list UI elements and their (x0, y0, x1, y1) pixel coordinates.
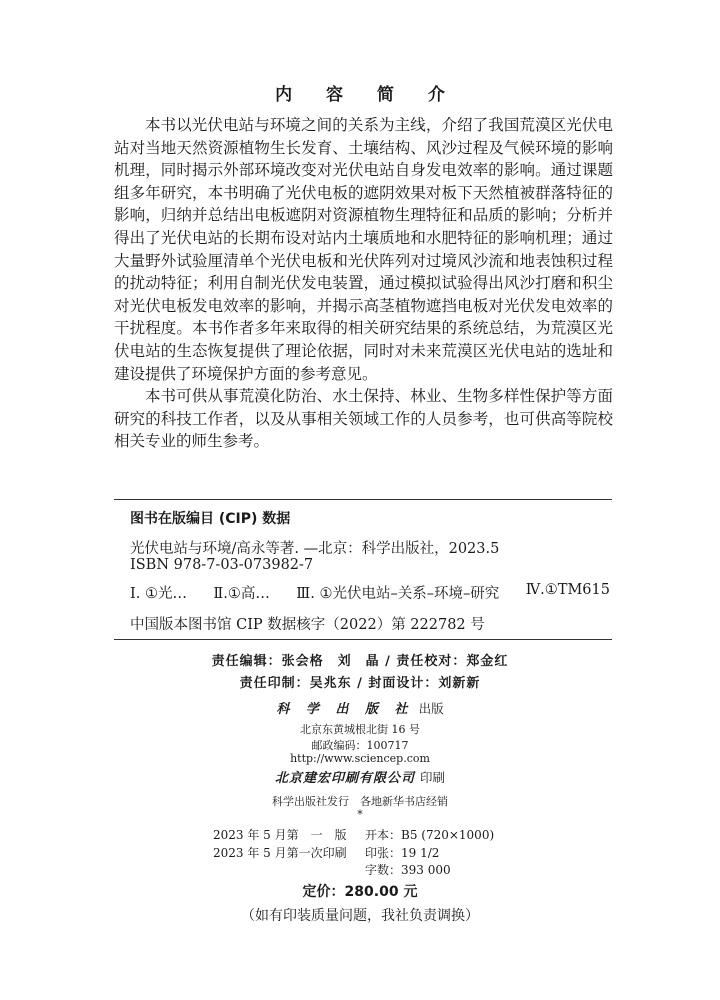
cip-class-2: Ⅱ.①高… (213, 586, 270, 602)
publisher-url: http://www.sciencep.com (290, 752, 430, 765)
printer-name: 北京建宏印刷有限公司 (274, 771, 415, 786)
cip-class-3: Ⅲ. ①光伏电站–关系–环境–研究 (296, 586, 500, 602)
editor-credits (0, 650, 720, 669)
publisher-suffix: 出版 (418, 701, 444, 716)
word-count: 字数：393 000 (365, 863, 451, 877)
printed-sheets: 印张：19 1/2 (365, 846, 440, 860)
cip-isbn: ISBN 978-7-03-073982-7 (130, 557, 314, 573)
page-title: 内 容 简 介 (275, 85, 459, 105)
publisher-address: 北京东黄城根北街 16 号 (300, 723, 420, 736)
publisher-postcode: 邮政编码：100717 (311, 739, 409, 752)
intro-paragraph-2: 本书可供从事荒漠化防治、水土保持、林业、生物多样性保护等方面研究的科技工作者，以及从事相关领域工作的人员参考，也可供高等院校相关专业的师生参考。 (114, 387, 613, 451)
separator-star: * (357, 808, 363, 821)
cip-top-rule (114, 499, 612, 500)
cip-heading: 图书在版编目 (CIP) 数据 (130, 511, 291, 527)
format-size: 开本：B5 (720×1000) (365, 828, 495, 842)
intro-paragraph-1: 本书以光伏电站与环境之间的关系为主线，介绍了我国荒漠区光伏电站对当地天然资源植物生长发育、土壤结构、风沙过程及气候环境的影响机理，同时揭示外部环境改变对光伏电站自身发电效率的影响。通过课题组多年研究，本书明确了光伏电板的遮阴效果对板下天然植被群落特征的影响，归纳并总结出电板遮阴对资源植物生理特征和品质的影响；分析并得出了光伏电站的长期布设对站内土壤质地和水肥特征的影响机理；通过大量野外试验厘清单个光伏电板和光伏阵列对过境风沙流和地表蚀积过程的扰动特征；利用自制光伏发电装置，通过模拟试验得出风沙打磨和积尘对光伏电板发电效率的影响，并揭示高茎植物遮挡电板对光伏发电效率的干扰程度。本书作者多年来取得的相关研究结果的系统总结，为荒漠区光伏电站的生态恢复提供了理论依据，同时对未来荒漠区光伏电站的选址和建设提供了环境保护方面的参考意见。 (114, 116, 613, 383)
production-credits-text: 责任印制：吴兆东 / 封面设计：刘新新 (239, 676, 481, 691)
cip-classification (130, 582, 610, 603)
quality-note: （如有印装质量问题，我社负责调换） (241, 908, 479, 924)
cip-bottom-rule (114, 639, 612, 640)
cip-class-1: Ⅰ. ①光… (130, 586, 187, 602)
edition-row-2 (213, 844, 439, 861)
publisher-line (0, 698, 720, 717)
distribution-line: 科学出版社发行 各地新华书店经销 (272, 795, 448, 808)
editor-credits-text: 责任编辑：张会格 刘 晶 / 责任校对：郑金红 (211, 654, 509, 669)
production-credits (0, 672, 720, 691)
edition-row-1 (213, 826, 494, 843)
cip-record-number: 中国版本图书馆 CIP 数据核字（2022）第 222782 号 (130, 617, 485, 633)
intro-section (114, 114, 613, 453)
printing-date: 2023 年 5 月第一次印刷 (213, 846, 347, 860)
printer-line (0, 767, 720, 786)
edition-date: 2023 年 5 月第 一 版 (213, 828, 347, 842)
cip-class-4: Ⅳ.①TM615 (525, 582, 610, 598)
publisher-name: 科 学 出 版 社 (276, 702, 414, 717)
printer-suffix: 印刷 (420, 770, 446, 785)
cip-bibliographic-line: 光伏电站与环境/高永等著. —北京：科学出版社，2023.5 (130, 541, 500, 557)
price: 定价：280.00 元 (302, 884, 418, 900)
edition-row-3 (213, 861, 451, 878)
